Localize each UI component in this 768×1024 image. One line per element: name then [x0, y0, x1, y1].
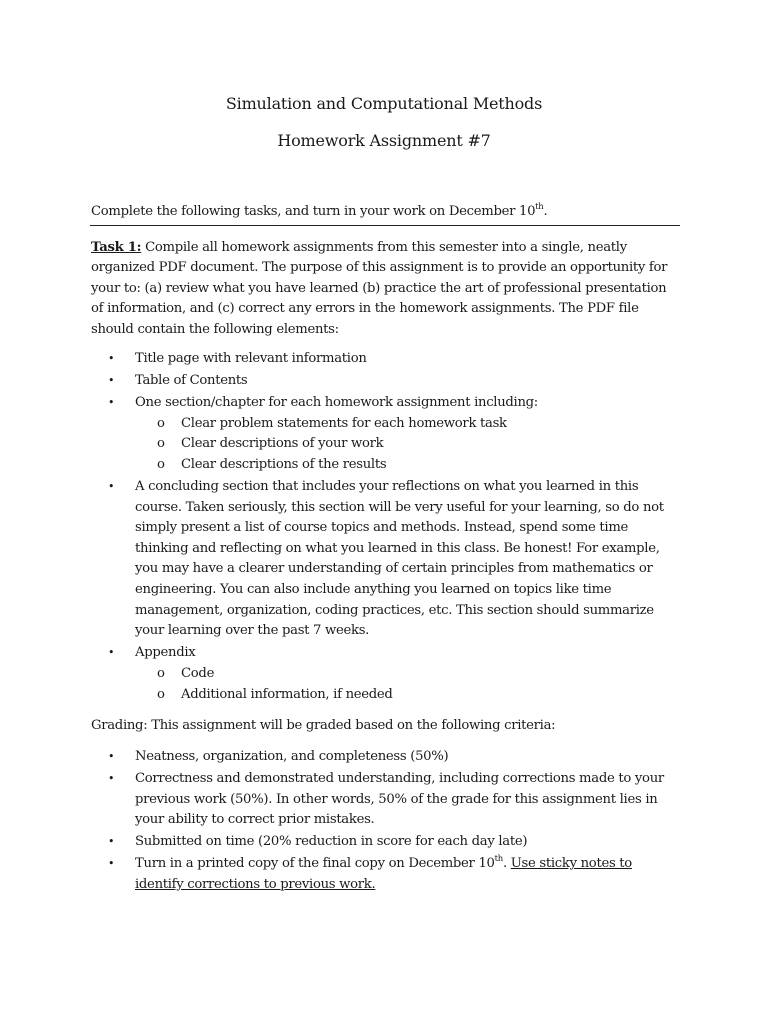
bullet-icon: •: [108, 750, 115, 763]
sub-list-item-text: Clear problem statements for each homework task: [181, 415, 507, 431]
list-item-text: Neatness, organization, and completeness (50%): [135, 749, 449, 764]
list-item: [91, 477, 681, 642]
circle-bullet-icon: o: [157, 456, 165, 472]
circle-bullet-icon: o: [157, 665, 165, 681]
intro-line: [91, 201, 548, 219]
bullet-icon: •: [108, 857, 115, 871]
bullet-icon: •: [108, 772, 115, 786]
horizontal-divider: [90, 225, 680, 226]
task-elements-list: [91, 349, 681, 705]
bullet-icon: •: [108, 646, 115, 660]
sub-list-item: [135, 685, 681, 706]
bullet-icon: •: [108, 374, 115, 388]
circle-bullet-icon: o: [157, 686, 165, 702]
sub-list-item: [135, 434, 681, 455]
list-item: [91, 371, 681, 392]
task-1-label: Task 1:: [91, 240, 142, 255]
list-item-text: Table of Contents: [135, 373, 248, 389]
list-item-text: One section/chapter for each homework assignment including:: [135, 395, 538, 411]
sub-list-item: [135, 455, 681, 476]
superscript: th: [494, 854, 503, 865]
sub-list-item-text: Additional information, if needed: [181, 686, 393, 702]
list-item-text: Submitted on time (20% reduction in score for each day late): [135, 834, 528, 850]
sub-list-item: [135, 414, 681, 435]
list-item-text: Correctness and demonstrated understanding, including corrections made to your previous work (50%). In other words, 50% of the grade for this assignment lies in your ability to correct prior mistakes.: [135, 771, 664, 828]
sub-list: [135, 414, 681, 476]
list-item: [91, 393, 681, 475]
list-item: [91, 769, 681, 831]
sub-list-item-text: Clear descriptions of the results: [181, 456, 387, 472]
bullet-icon: •: [108, 835, 115, 849]
list-item: [91, 349, 681, 370]
sticky-notes-instruction: Use sticky notes to identify corrections to previous work.: [135, 856, 632, 893]
list-item-separator: .: [502, 856, 511, 872]
intro-superscript: th: [535, 201, 544, 212]
list-item: [91, 832, 681, 853]
circle-bullet-icon: o: [157, 436, 165, 452]
grading-intro: Grading: This assignment will be graded based on the following criteria:: [91, 718, 556, 733]
list-item-text: Appendix: [135, 645, 196, 661]
intro-text: Complete the following tasks, and turn in your work on December 10: [91, 204, 536, 219]
sub-list: [135, 664, 681, 705]
assignment-title: Homework Assignment #7: [277, 131, 491, 150]
list-item: [91, 854, 681, 895]
sub-list-item-text: Clear descriptions of your work: [181, 436, 384, 452]
bullet-icon: •: [108, 352, 115, 365]
list-item-text: A concluding section that includes your reflections on what you learned in this course. Taken seriously, this section will be very useful for your learning, so do not simply present a list of course topics and methods. Instead, spend some time thinking and reflecting on what you learned in this class. Be honest! For example, you may have a clearer understanding of certain principles from mathematics or engineering. You can also include anything you learned on topics like time management, organization, coding practices, etc. This section should summarize your learning over the past 7 weeks.: [135, 479, 664, 639]
list-item-text: Title page with relevant information: [135, 351, 367, 366]
sub-list-item-text: Code: [181, 665, 215, 681]
circle-bullet-icon: o: [157, 415, 165, 431]
bullet-icon: •: [108, 480, 115, 494]
task-1-text: Compile all homework assignments from this semester into a single, neatly organized PDF document. The purpose of this assignment is to provide an opportunity for your to: (a) review what you have learned (b) practice the art of professional presentation of information, and (c) correct any errors in the homework assignments. The PDF file should contain the following elements:: [91, 240, 668, 337]
course-title: Simulation and Computational Methods: [225, 94, 543, 113]
bullet-icon: •: [108, 396, 115, 410]
task-1-paragraph: [91, 238, 681, 340]
list-item-text: Turn in a printed copy of the final copy on December 10: [135, 856, 495, 872]
list-item: [91, 747, 681, 768]
list-item: [91, 643, 681, 705]
sub-list-item: [135, 664, 681, 685]
intro-period: .: [543, 204, 548, 219]
grading-criteria-list: [91, 747, 681, 896]
